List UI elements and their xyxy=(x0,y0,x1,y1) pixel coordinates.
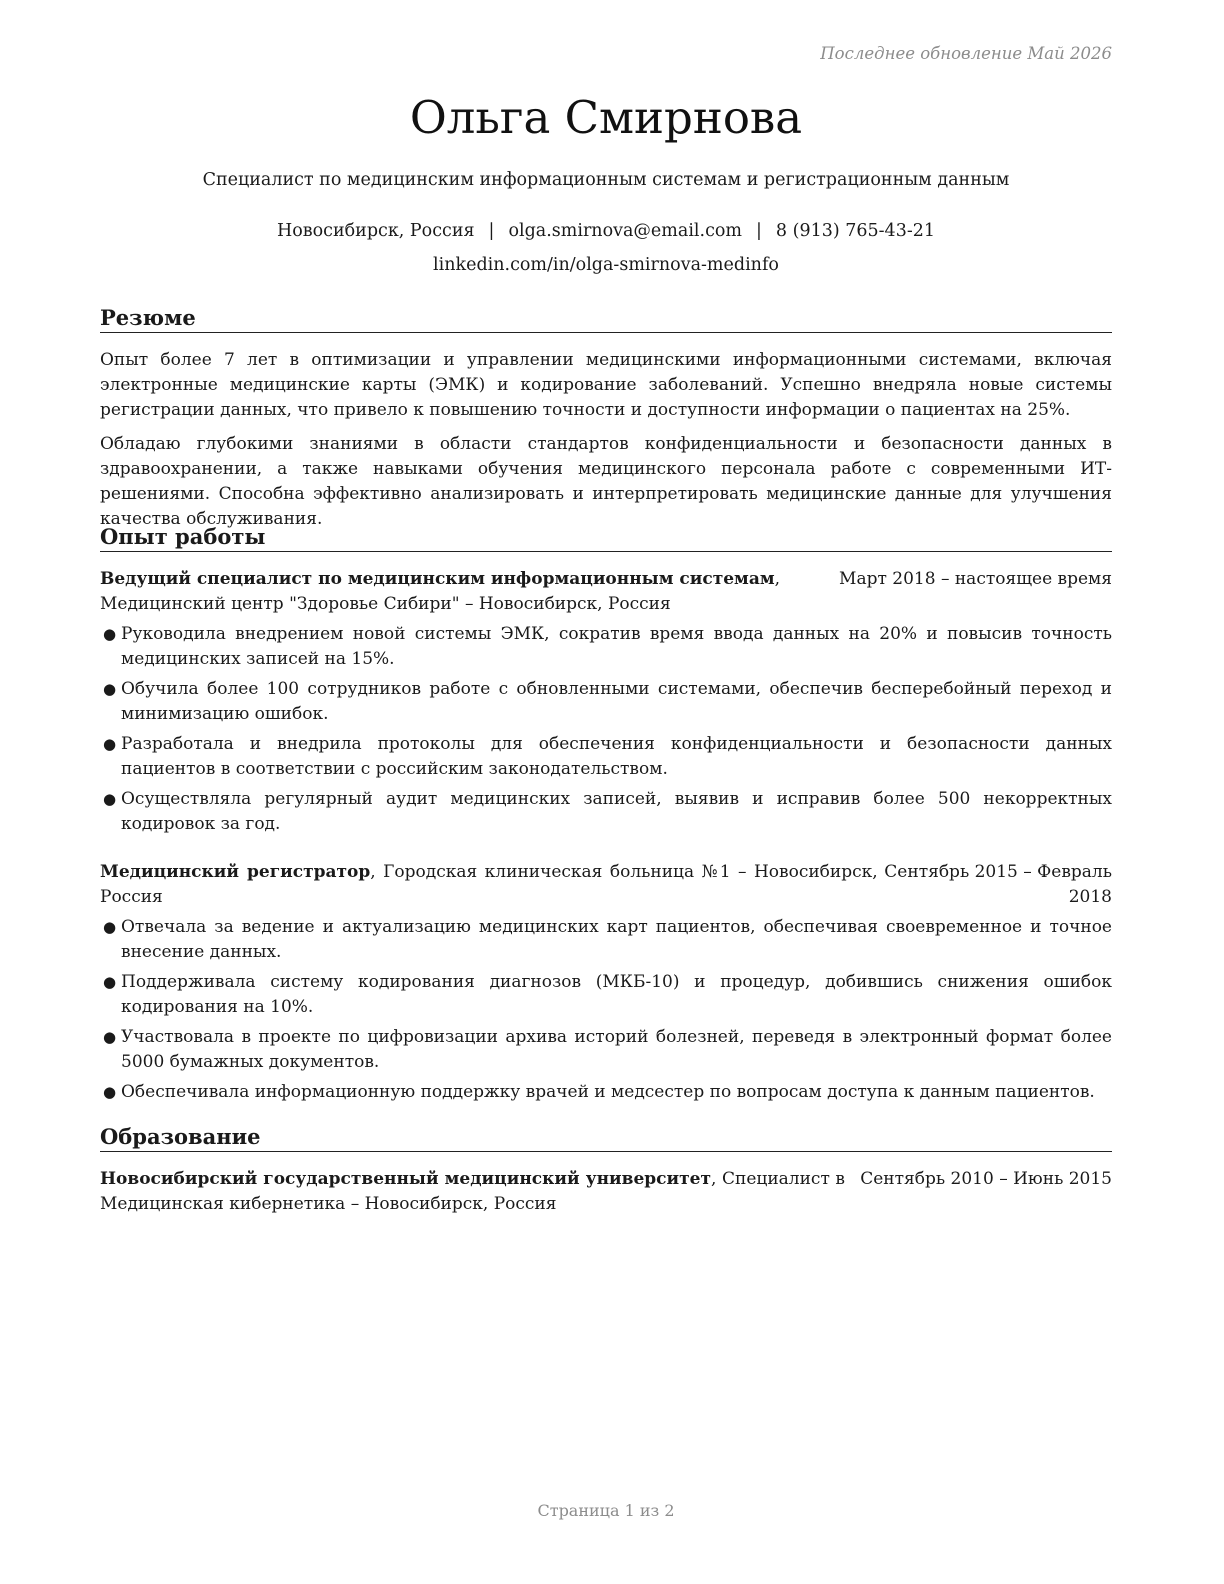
bullet-text: Разработала и внедрила протоколы для обеспечения конфиденциальности и безопасности данных пациентов в соответствии с российским законодательством. xyxy=(121,734,1112,779)
list-item xyxy=(100,732,1112,782)
bullet-text: Участвовала в проекте по цифровизации архива историй болезней, переведя в электронный формат более 5000 бумажных документов. xyxy=(121,1027,1112,1072)
job-organization: , Городская клиническая больница №1 – Новосибирск, Россия xyxy=(100,862,878,907)
list-item xyxy=(100,1080,1112,1105)
section-title-summary: Резюме xyxy=(100,305,1112,333)
section-title-experience: Опыт работы xyxy=(100,524,1112,552)
job-dates: Сентябрь 2015 – Февраль 2018 xyxy=(884,862,1112,907)
job-organization: , Медицинский центр "Здоровье Сибири" – Новосибирск, Россия xyxy=(100,569,781,614)
location: Новосибирск, Россия xyxy=(276,221,475,241)
bullet-text: Обучила более 100 сотрудников работе с обновленными системами, обеспечив бесперебойный переход и минимизацию ошибок. xyxy=(121,679,1112,724)
last-updated: Последнее обновление Май 2026 xyxy=(820,44,1112,63)
bullet-text: Поддерживала систему кодирования диагнозов (МКБ-10) и процедур, добившись снижения ошибок кодирования на 10%. xyxy=(121,972,1112,1017)
bullet-text: Обеспечивала информационную поддержку врачей и медсестер по вопросам доступа к данным пациентов. xyxy=(121,1082,1095,1102)
linkedin-link[interactable]: linkedin.com/in/olga-smirnova-medinfo xyxy=(433,255,779,275)
email-link[interactable]: olga.smirnova@email.com xyxy=(508,221,743,241)
job-dates: Март 2018 – настоящее время xyxy=(839,569,1112,589)
summary-paragraph: Опыт более 7 лет в оптимизации и управлении медицинскими информационными системами, включая электронные медицинские карты (ЭМК) и кодирование заболеваний. Успешно внедряла новые системы регистрации данных, что привело к повышению точности и доступности информации о пациентах на 25%. xyxy=(100,350,1112,420)
bullet-text: Осуществляла регулярный аудит медицинских записей, выявив и исправив более 500 некорректных кодировок за год. xyxy=(121,789,1112,834)
list-item xyxy=(100,787,1112,837)
list-item xyxy=(100,622,1112,672)
bullet-text: Отвечала за ведение и актуализацию медицинских карт пациентов, обеспечивая своевременное и точное внесение данных. xyxy=(121,917,1112,962)
education-institution-details xyxy=(100,1167,845,1217)
person-name: Ольга Смирнова xyxy=(409,91,803,144)
phone-number: 8 (913) 765-43-21 xyxy=(775,221,936,241)
job-position-org xyxy=(100,860,878,910)
job-header xyxy=(100,567,1112,617)
bullet-icon: ● xyxy=(103,735,117,753)
job-bullets xyxy=(100,915,1112,1105)
contact-separator: | xyxy=(488,221,495,241)
education-details: , Специалист в Медицинская кибернетика – Новосибирск, Россия xyxy=(100,1169,845,1214)
bullet-icon: ● xyxy=(103,1083,117,1101)
bullet-icon: ● xyxy=(103,1028,117,1046)
job-position: Медицинский регистратор xyxy=(100,862,371,882)
resume-page xyxy=(100,0,1112,1584)
bullet-icon: ● xyxy=(103,790,117,808)
bullet-icon: ● xyxy=(103,625,117,643)
job-position-org xyxy=(100,567,780,617)
list-item xyxy=(100,915,1112,965)
job-subtitle: Специалист по медицинским информационным системам и регистрационным данным xyxy=(202,170,1010,190)
bullet-icon: ● xyxy=(103,918,117,936)
job-header xyxy=(100,860,1112,910)
education-institution: Новосибирский государственный медицинский университет xyxy=(100,1169,712,1189)
job-position: Ведущий специалист по медицинским информационным системам xyxy=(100,569,775,589)
section-title-education: Образование xyxy=(100,1124,1112,1152)
list-item xyxy=(100,1025,1112,1075)
list-item xyxy=(100,677,1112,727)
list-item xyxy=(100,970,1112,1020)
bullet-icon: ● xyxy=(103,973,117,991)
page-number: Страница 1 из 2 xyxy=(537,1501,675,1520)
job-bullets xyxy=(100,622,1112,837)
bullet-text: Руководила внедрением новой системы ЭМК, сократив время ввода данных на 20% и повысив точность медицинских записей на 15%. xyxy=(121,624,1112,669)
education-entry xyxy=(100,1167,1112,1217)
education-dates: Сентябрь 2010 – Июнь 2015 xyxy=(860,1169,1112,1189)
bullet-icon: ● xyxy=(103,680,117,698)
contact-line xyxy=(100,218,1112,244)
summary-paragraph: Обладаю глубокими знаниями в области стандартов конфиденциальности и безопасности данных в здравоохранении, а также навыками обучения медицинского персонала работе с современными ИТ-решениями. Способна эффективно анализировать и интерпретировать медицинские данные для улучшения качества обслуживания. xyxy=(100,434,1112,529)
contact-separator: | xyxy=(756,221,762,241)
